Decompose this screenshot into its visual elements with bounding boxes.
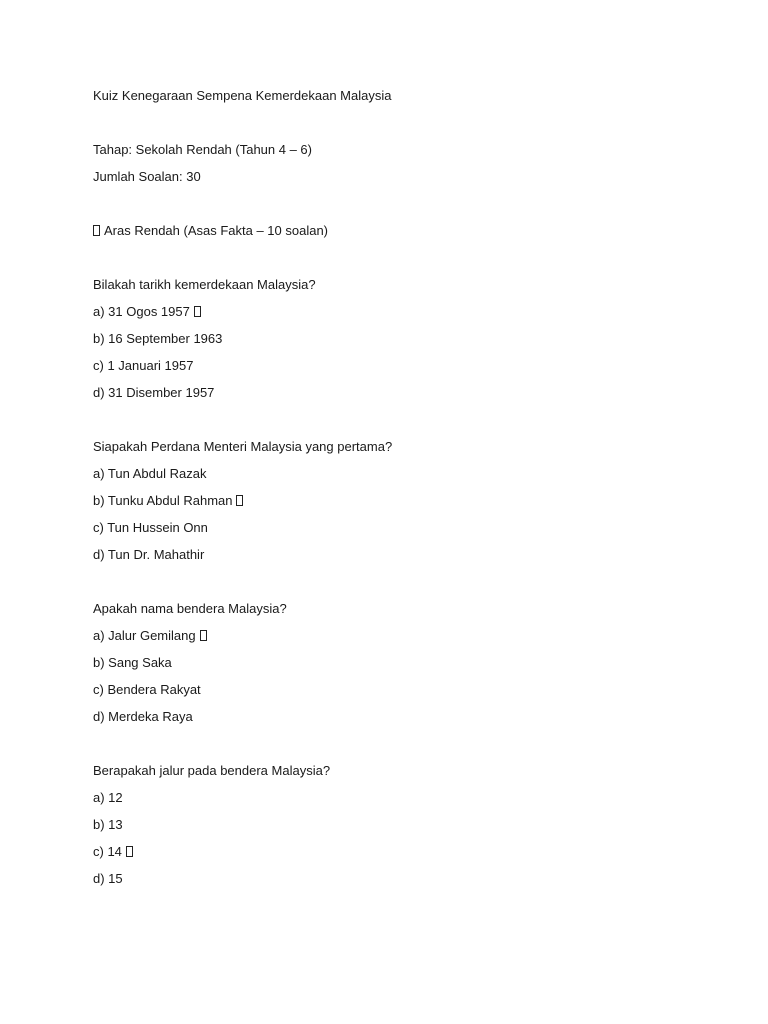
correct-answer-marker-icon [126, 846, 133, 857]
question-text: Berapakah jalur pada bendera Malaysia? [93, 763, 331, 778]
answer-option-label: c) 14 [93, 844, 122, 859]
question-block [93, 437, 693, 564]
question-text: Siapakah Perdana Menteri Malaysia yang pertama? [93, 439, 393, 454]
answer-option-label: a) Jalur Gemilang [93, 628, 196, 643]
answer-option [93, 356, 693, 375]
answer-option-label: c) Bendera Rakyat [93, 682, 201, 697]
section-marker-icon [93, 225, 100, 236]
correct-answer-marker-icon [194, 306, 201, 317]
answer-option-label: b) 16 September 1963 [93, 331, 223, 346]
answer-option-label: b) Tunku Abdul Rahman [93, 493, 233, 508]
answer-option [93, 815, 693, 834]
section-heading [93, 221, 693, 240]
answer-option-label: d) 15 [93, 871, 123, 886]
answer-option [93, 491, 693, 510]
answer-option [93, 464, 693, 483]
answer-option-label: c) Tun Hussein Onn [93, 520, 208, 535]
answer-option [93, 545, 693, 564]
question-block [93, 275, 693, 402]
question-block [93, 761, 693, 888]
answer-option-label: d) Tun Dr. Mahathir [93, 547, 205, 562]
answer-option-label: a) 12 [93, 790, 123, 805]
answer-option-label: a) Tun Abdul Razak [93, 466, 207, 481]
answer-option-label: d) 31 Disember 1957 [93, 385, 215, 400]
answer-option-label: b) 13 [93, 817, 123, 832]
answer-option [93, 680, 693, 699]
answer-option [93, 626, 693, 645]
answer-option [93, 842, 693, 861]
answer-option [93, 329, 693, 348]
answer-option [93, 869, 693, 888]
section-heading-text: Aras Rendah (Asas Fakta – 10 soalan) [104, 223, 329, 238]
answer-option [93, 383, 693, 402]
question-count-line: Jumlah Soalan: 30 [93, 169, 201, 184]
question-text: Bilakah tarikh kemerdekaan Malaysia? [93, 277, 316, 292]
answer-option [93, 788, 693, 807]
document-content [93, 86, 693, 896]
document-title: Kuiz Kenegaraan Sempena Kemerdekaan Malaysia [93, 88, 392, 103]
answer-option-label: d) Merdeka Raya [93, 709, 193, 724]
answer-option [93, 518, 693, 537]
answer-option-label: b) Sang Saka [93, 655, 172, 670]
answer-option [93, 653, 693, 672]
answer-option-label: c) 1 Januari 1957 [93, 358, 194, 373]
answer-option-label: a) 31 Ogos 1957 [93, 304, 190, 319]
question-block [93, 599, 693, 726]
correct-answer-marker-icon [236, 495, 243, 506]
correct-answer-marker-icon [200, 630, 207, 641]
answer-option [93, 707, 693, 726]
answer-option [93, 302, 693, 321]
level-line: Tahap: Sekolah Rendah (Tahun 4 – 6) [93, 142, 312, 157]
question-text: Apakah nama bendera Malaysia? [93, 601, 287, 616]
question-list [93, 275, 693, 888]
